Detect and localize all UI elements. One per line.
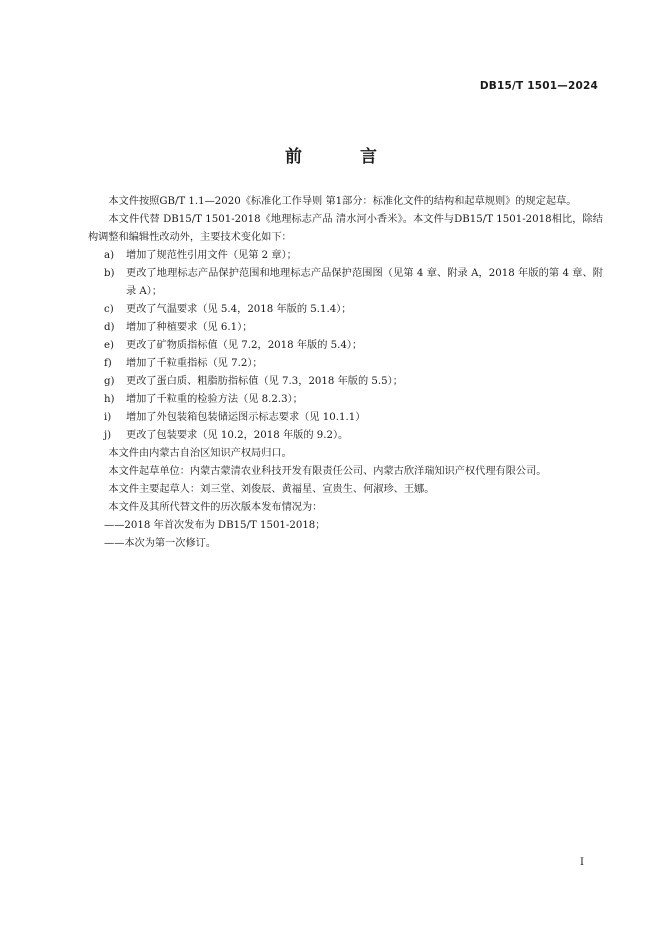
list-item-text: 增加了千粒重指标（见 7.2）； [126, 358, 263, 369]
replacement-paragraph: 本文件代替 DB15/T 1501-2018《地理标志产品 清水河小香米》。本文件与DB15/T 1501-2018相比，除结构调整和编辑性改动外，主要技术变化如下： [88, 214, 603, 243]
history-line: ——2018 年首次发布为 DB15/T 1501-2018； [104, 520, 326, 531]
list-item [88, 373, 603, 391]
list-item-text: 增加了规范性引用文件（见第 2 章）； [126, 250, 297, 261]
list-item-text: 更改了蛋白质、粗脂肪指标值（见 7.3，2018 年版的 5.5）； [126, 376, 403, 387]
list-item [88, 337, 603, 355]
page-title: 前 言 [285, 147, 403, 167]
drafters-paragraph: 本文件主要起草人：刘三堂、刘俊辰、黄福星、宣贵生、何淑珍、王娜。 [108, 484, 435, 495]
list-item-text: 更改了气温要求（见 5.4，2018 年版的 5.1.4）； [126, 304, 352, 315]
history-line: ——本次为第一次修订。 [104, 538, 217, 549]
list-marker: g) [104, 376, 115, 387]
changes-list [88, 247, 603, 445]
list-marker: b) [104, 268, 115, 279]
intro-paragraph: 本文件按照GB/T 1.1—2020《标准化工作导则 第1部分：标准化文件的结构和起草规则》的规定起草。 [108, 196, 577, 207]
authority-paragraph: 本文件由内蒙古自治区知识产权局归口。 [108, 448, 292, 459]
list-marker: d) [104, 322, 115, 333]
list-item [88, 247, 603, 265]
list-item [88, 427, 603, 445]
list-marker: i) [104, 412, 112, 423]
drafting-units-paragraph: 本文件起草单位：内蒙古蒙清农业科技开发有限责任公司、内蒙古欣洋瑞知识产权代理有限公司。 [108, 466, 547, 477]
list-item [88, 391, 603, 409]
list-item [88, 301, 603, 319]
list-item [88, 409, 603, 427]
document-body [88, 193, 603, 553]
list-marker: h) [104, 394, 115, 405]
list-item-text: 更改了包装要求（见 10.2，2018 年版的 9.2）。 [126, 430, 349, 441]
list-marker: f) [104, 358, 112, 369]
list-marker: e) [104, 340, 115, 351]
standard-code: DB15/T 1501—2024 [479, 80, 598, 92]
list-item-text: 增加了种植要求（见 6.1）； [126, 322, 253, 333]
list-marker: j) [104, 430, 112, 441]
list-marker: a) [104, 250, 115, 261]
list-item-text: 更改了地理标志产品保护范围和地理标志产品保护范围图（见第 4 章、附录 A，2018 年版的第 4 章、附录 A）； [126, 268, 603, 297]
list-item-text: 更改了矿物质指标值（见 7.2，2018 年版的 5.4）； [126, 340, 363, 351]
list-item-text: 增加了千粒重的检验方法（见 8.2.3）； [126, 394, 303, 405]
list-marker: c) [104, 304, 114, 315]
list-item [88, 265, 603, 301]
list-item-text: 增加了外包装箱包装储运图示标志要求（见 10.1.1） [126, 412, 366, 423]
history-intro-paragraph: 本文件及其所代替文件的历次版本发布情况为： [108, 502, 323, 513]
page-number: I [580, 857, 584, 868]
list-item [88, 355, 603, 373]
list-item [88, 319, 603, 337]
